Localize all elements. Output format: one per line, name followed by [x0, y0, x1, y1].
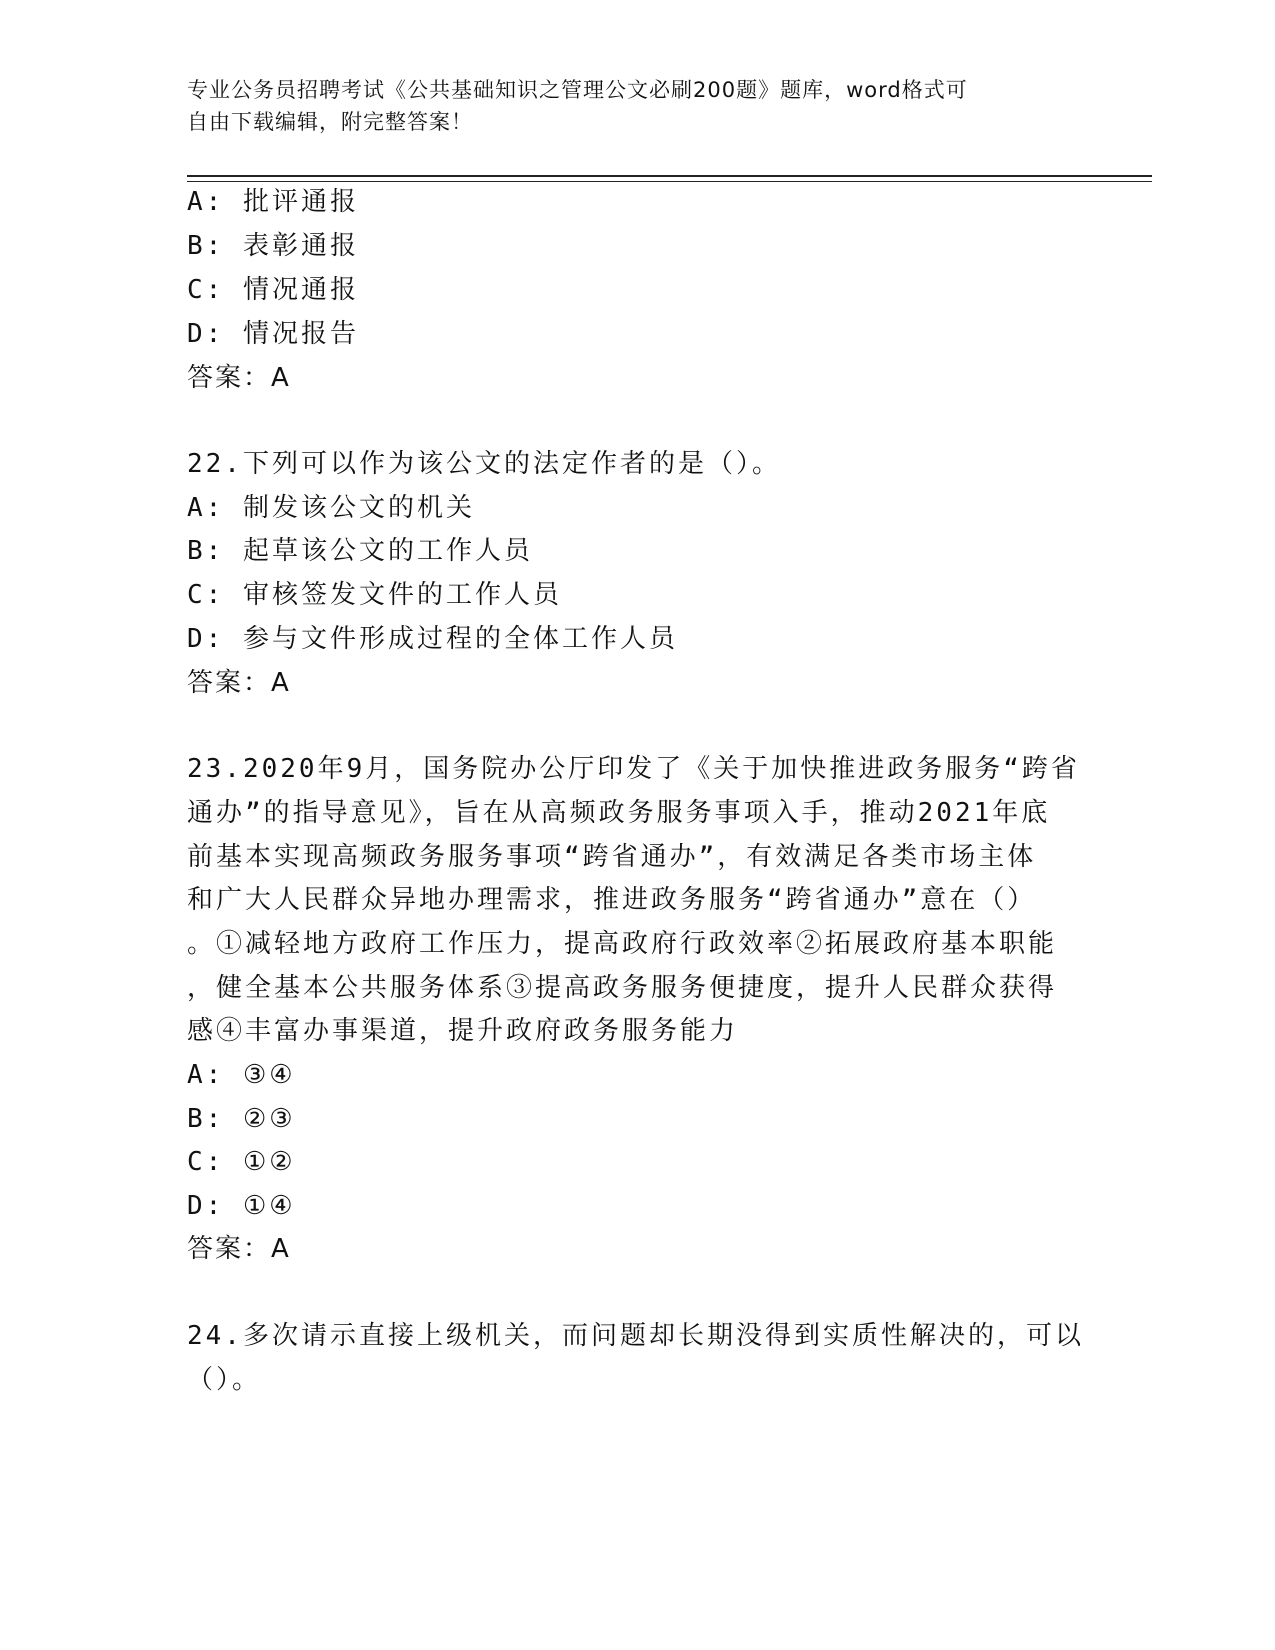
q21-answer: 答案：A [187, 363, 291, 393]
q22-question: 22.下列可以作为该公文的法定作者的是（）。 [187, 449, 781, 479]
q23-answer: 答案：A [187, 1234, 291, 1264]
q23-question-line-4: 和广大人民群众异地办理需求，推进政务服务“跨省通办”意在（） [187, 885, 1037, 915]
q23-question-line-5: 。①减轻地方政府工作压力，提高政府行政效率②拓展政府基本职能 [187, 929, 1058, 959]
q21-option-b: B: 表彰通报 [187, 231, 359, 261]
document-header [187, 74, 1067, 138]
q23-option-d: D: ①④ [187, 1191, 296, 1221]
header-divider-thin [187, 181, 1152, 182]
header-divider-thick [187, 175, 1152, 177]
q24-question-line-2: （）。 [187, 1365, 262, 1395]
q23-question-line-7: 感④丰富办事渠道，提升政府政务服务能力 [187, 1016, 739, 1046]
q22-option-c: C: 审核签发文件的工作人员 [187, 580, 562, 610]
q23-option-c: C: ①② [187, 1147, 296, 1177]
q22-option-a: A: 制发该公文的机关 [187, 493, 475, 523]
q24-question-line-1: 24.多次请示直接上级机关，而问题却长期没得到实质性解决的，可以 [187, 1321, 1084, 1351]
q22-option-b: B: 起草该公文的工作人员 [187, 536, 533, 566]
q23-question-line-6: ，健全基本公共服务体系③提高政务服务便捷度，提升人民群众获得 [187, 973, 1058, 1003]
q22-answer: 答案：A [187, 668, 291, 698]
header-line-2: 自由下载编辑，附完整答案！ [187, 110, 473, 134]
q23-option-a: A: ③④ [187, 1060, 296, 1090]
q23-question-line-2: 通办”的指导意见》，旨在从高频政务服务事项入手，推动2021年底 [187, 798, 1051, 828]
q22-option-d: D: 参与文件形成过程的全体工作人员 [187, 624, 678, 654]
q21-option-c: C: 情况通报 [187, 275, 359, 305]
q23-question-line-1: 23.2020年9月，国务院办公厅印发了《关于加快推进政务服务“跨省 [187, 754, 1080, 784]
header-line-1: 专业公务员招聘考试《公共基础知识之管理公文必刷200题》题库，word格式可 [187, 78, 968, 102]
q23-question-line-3: 前基本实现高频政务服务事项“跨省通办”，有效满足各类市场主体 [187, 842, 1037, 872]
q21-option-d: D: 情况报告 [187, 319, 359, 349]
q21-option-a: A: 批评通报 [187, 187, 359, 217]
q23-option-b: B: ②③ [187, 1104, 296, 1134]
